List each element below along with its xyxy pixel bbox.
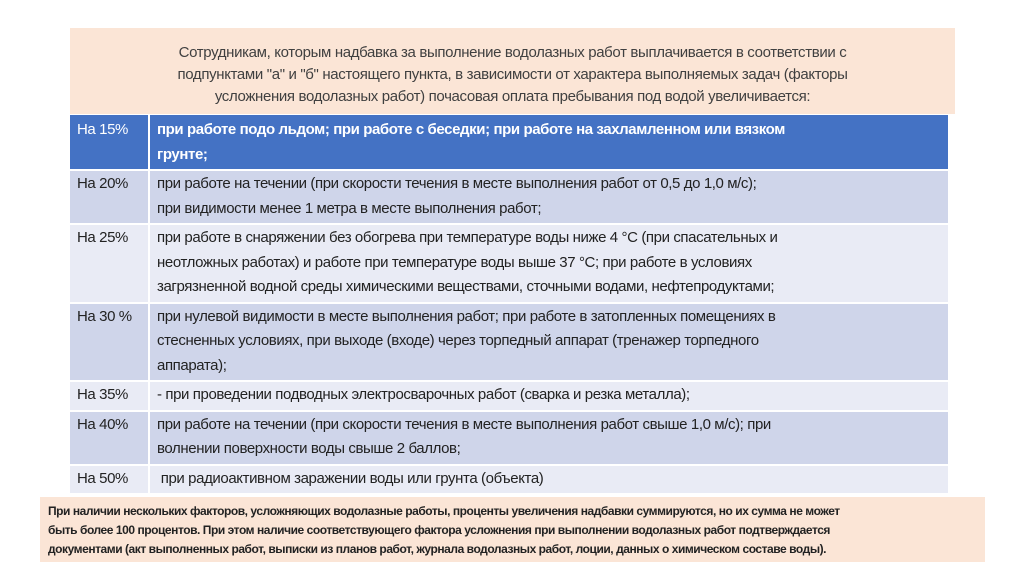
condition-cell — [149, 411, 948, 465]
table-row — [70, 465, 948, 495]
condition-line: грунте; — [157, 145, 208, 163]
condition-line: при работе на течении (при скорости течения в месте выполнения работ свыше 1,0 м/с); при — [157, 415, 771, 433]
condition-cell — [149, 381, 948, 411]
percent-cell: На 40% — [70, 411, 149, 465]
note-line: При наличии нескольких факторов, усложняющих водолазные работы, проценты увеличения надбавки суммируются, но их сумма не может — [48, 504, 840, 518]
condition-line: при нулевой видимости в месте выполнения работ; при работе в затопленных помещениях в — [157, 307, 776, 325]
percent-cell: На 30 % — [70, 303, 149, 382]
intro-line: подпунктами "а" и "б" настоящего пункта, в зависимости от характера выполняемых задач (факторы — [177, 66, 848, 83]
note-box — [40, 497, 985, 562]
percent-cell: На 20% — [70, 170, 149, 224]
note-line: быть более 100 процентов. При этом наличие соответствующего фактора усложнения при выполнении водолазных работ подтверждается — [48, 523, 830, 537]
intro-text-box — [70, 28, 955, 114]
table-row — [70, 411, 948, 465]
condition-cell — [149, 115, 948, 170]
condition-line: - при проведении подводных электросварочных работ (сварка и резка металла); — [157, 386, 690, 403]
condition-line: при работе подо льдом; при работе с беседки; при работе на захламленном или вязком — [157, 121, 785, 138]
condition-line: при работе на течении (при скорости течения в месте выполнения работ от 0,5 до 1,0 м/с); — [157, 175, 757, 192]
condition-line: при видимости менее 1 метра в месте выполнения работ; — [157, 199, 542, 217]
condition-line: волнении поверхности воды свыше 2 баллов; — [157, 440, 461, 457]
intro-line: усложнения водолазных работ) почасовая оплата пребывания под водой увеличивается: — [214, 88, 811, 105]
percent-cell: На 25% — [70, 224, 149, 303]
condition-line: стесненных условиях, при выходе (входе) через торпедный аппарат (тренажер торпедного — [157, 332, 759, 349]
table-row — [70, 224, 948, 303]
table-row — [70, 170, 948, 224]
condition-cell — [149, 303, 948, 382]
percent-cell: На 35% — [70, 381, 149, 411]
table-row — [70, 303, 948, 382]
condition-line: загрязненной водной среды химическими веществами, сточными водами, нефтепродуктами; — [157, 278, 775, 295]
surcharge-table — [70, 115, 948, 495]
condition-cell — [149, 170, 948, 224]
condition-cell — [149, 224, 948, 303]
table-row — [70, 115, 948, 170]
note-line: документами (акт выполненных работ, выписки из планов работ, журнала водолазных работ, лоции, данных о химическом составе воды). — [48, 542, 827, 556]
intro-line: Сотрудникам, которым надбавка за выполнение водолазных работ выплачивается в соответствии с — [178, 44, 847, 61]
condition-line: аппарата); — [157, 356, 227, 374]
percent-cell: На 50% — [70, 465, 149, 495]
condition-line: при радиоактивном заражении воды или грунта (объекта) — [157, 469, 544, 487]
table-row — [70, 381, 948, 411]
percent-cell: На 15% — [70, 115, 149, 170]
condition-line: неотложных работах) и работе при температуре воды выше 37 °С; при работе в условиях — [157, 253, 752, 271]
condition-cell — [149, 465, 948, 495]
condition-line: при работе в снаряжении без обогрева при температуре воды ниже 4 °С (при спасательных и — [157, 229, 778, 246]
